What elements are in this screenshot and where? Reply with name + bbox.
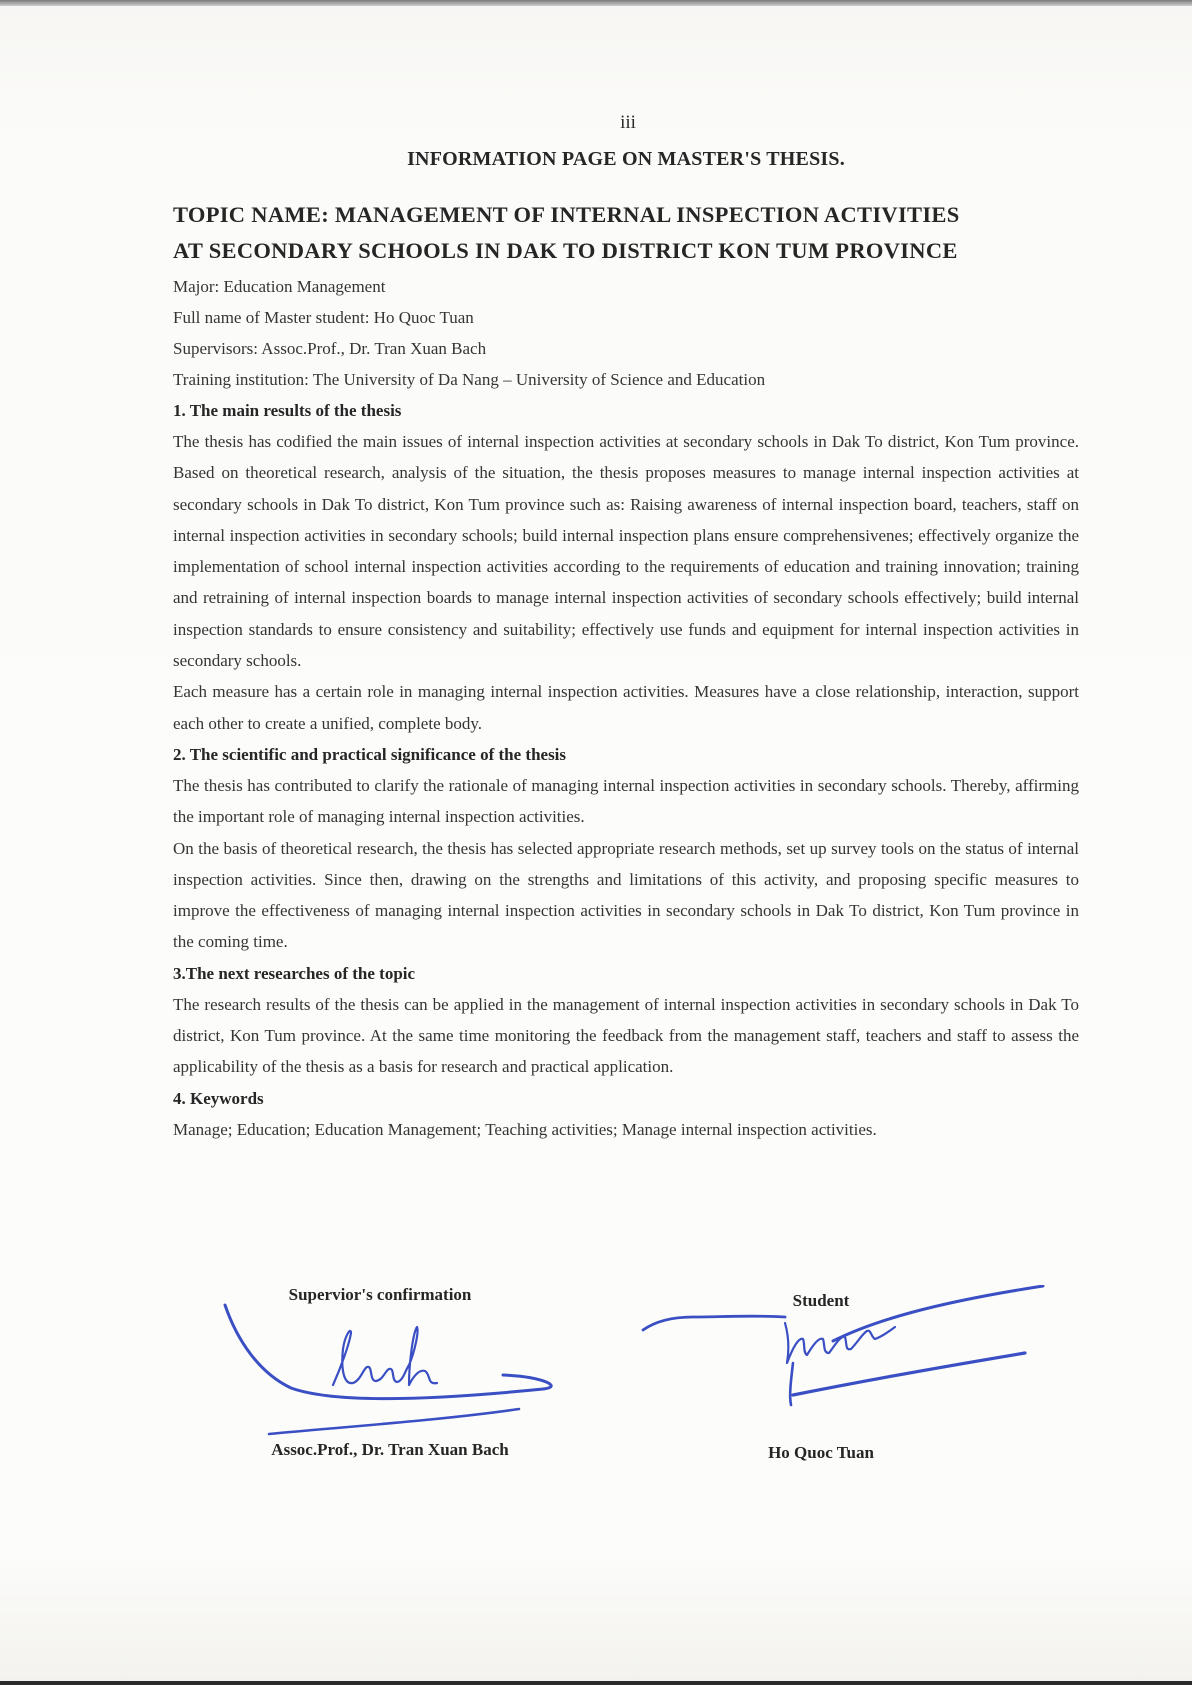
supervisor-signature-underline [269,1409,519,1434]
supervisors-line: Supervisors: Assoc.Prof., Dr. Tran Xuan Bach [173,339,487,358]
page-number: iii [620,112,636,133]
paragraph: The thesis has codified the main issues of internal inspection activities at secondary schools in Dak To district, Kon Tum province. Based on theoretical research, analysis of the situation, the thesis proposes measures to manage internal inspection activities at secondary schools in Dak To district, Kon Tum province such as: Raising awareness of internal inspection board, teachers, staff on internal inspection activities in secondary schools; build internal inspection plans ensure comprehensivenes; effectively organize the implementation of school internal inspection activities according to the requirements of education and training innovation; training and retraining of internal inspection boards to manage internal inspection activities of secondary schools effectively; build internal inspection standards to ensure consistency and suitability; effectively use funds and equipment for internal inspection activities in secondary schools. [173,432,1079,671]
document-body [173,112,1079,1145]
supervisor-signature-letters [333,1327,437,1385]
institution-line: Training institution: The University of Da Nang – University of Science and Education [173,370,766,389]
scan-edge-bottom [0,1681,1192,1685]
student-signature-letters [785,1323,895,1363]
section-keywords [173,1083,1079,1145]
student-line: Full name of Master student: Ho Quoc Tuan [173,308,474,327]
paragraph: On the basis of theoretical research, the thesis has selected appropriate research methods, set up survey tools on the status of internal inspection activities. Since then, drawing on the strengths and limitations of this activity, and proposing specific measures to improve the effectiveness of managing internal inspection activities in secondary schools in Dak To district, Kon Tum province in the coming time. [173,838,1079,952]
paragraph: Each measure has a certain role in managing internal inspection activities. Measures have a close relationship, interaction, support each other to create a unified, complete body. [173,682,1079,733]
major-line: Major: Education Management [173,277,386,296]
student-label: Student [792,1291,850,1310]
keywords-paragraph: Manage; Education; Education Management; Teaching activities; Manage internal inspection activities. [173,1119,877,1139]
section-heading: 2. The scientific and practical significance of the thesis [173,744,567,764]
section-heading: 3.The next researches of the topic [173,963,416,983]
topic-title-line-2: AT SECONDARY SCHOOLS IN DAK TO DISTRICT KON TUM PROVINCE [173,238,958,263]
handwritten-signatures [173,1285,1079,1585]
paragraph: The thesis has contributed to clarify the rationale of managing internal inspection activities in secondary schools. Thereby, affirming the important role of managing internal inspection activities. [173,775,1079,827]
section-heading: 4. Keywords [173,1088,264,1108]
scan-edge-top [0,0,1192,6]
section-main-results [173,395,1079,739]
student-signature-base [793,1353,1025,1395]
section-significance [173,739,1079,958]
topic-title-line-1: TOPIC NAME: MANAGEMENT OF INTERNAL INSPECTION ACTIVITIES [173,202,960,227]
signature-area [173,1285,1079,1585]
section-heading: 1. The main results of the thesis [173,401,402,420]
section-next-research [173,958,1079,1083]
supervisor-name: Assoc.Prof., Dr. Tran Xuan Bach [271,1440,509,1459]
student-name: Ho Quoc Tuan [768,1443,874,1462]
paragraph: The research results of the thesis can be applied in the management of internal inspection activities in secondary schools in Dak To district, Kon Tum province. At the same time monitoring the feedback from the management staff, teachers and staff to assess the applicability of the thesis as a basis for research and practical application. [173,994,1079,1077]
supervisor-signature-curve [225,1305,551,1399]
student-signature-descender [790,1363,793,1405]
supervisor-confirmation-label: Supervior's confirmation [288,1285,472,1304]
topic-title [173,197,1079,269]
student-signature-lead-stroke [643,1316,785,1330]
document-heading: INFORMATION PAGE ON MASTER'S THESIS. [407,148,845,170]
